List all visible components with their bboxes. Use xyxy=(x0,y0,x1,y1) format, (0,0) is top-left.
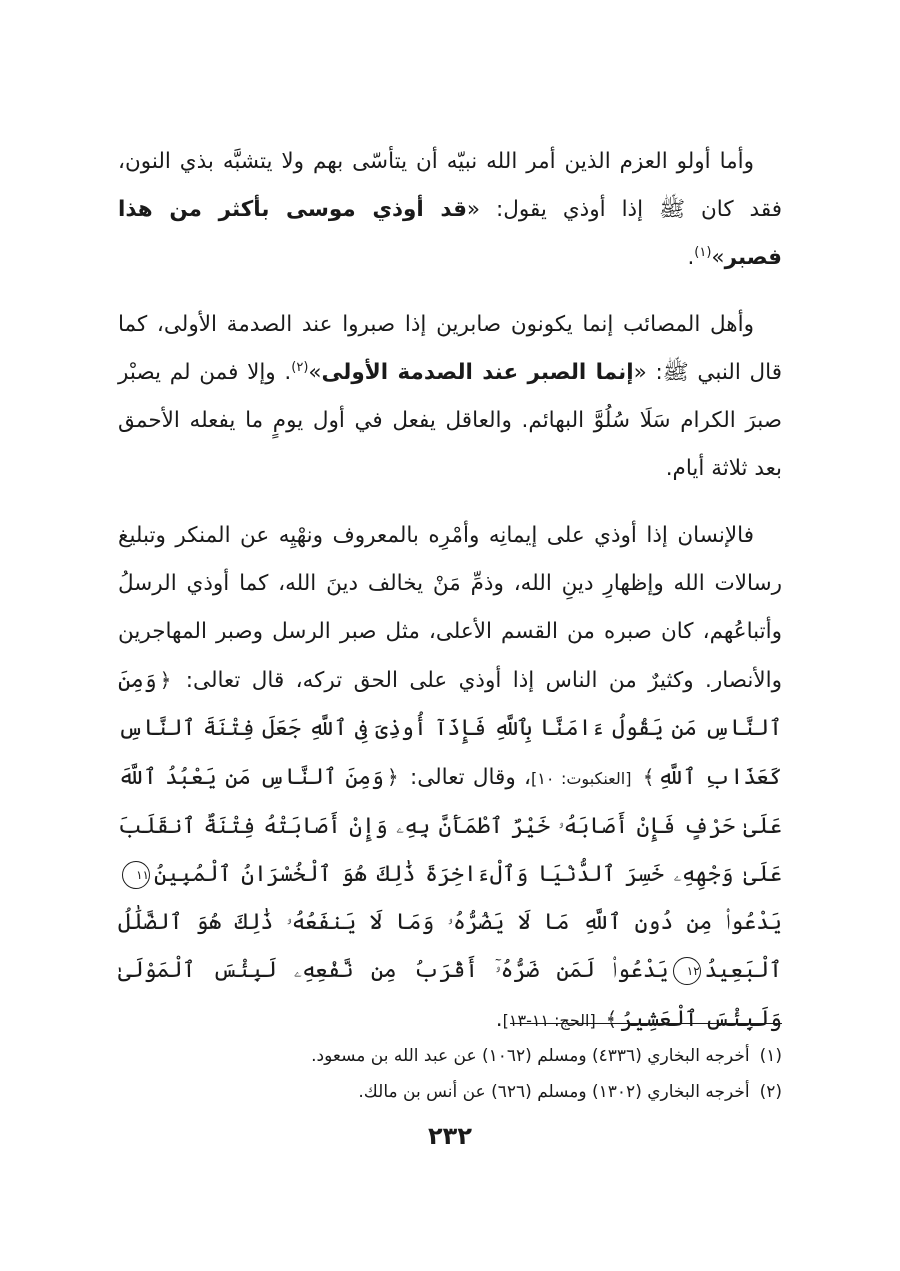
footnotes-section xyxy=(118,1038,782,1110)
footnote-number: (٢) xyxy=(759,1082,782,1102)
quote-close: » xyxy=(308,360,322,385)
paragraph-harm-on-faith xyxy=(118,512,782,1045)
verse-reference: [العنكبوت: ١٠] xyxy=(530,769,632,788)
footnote-item xyxy=(118,1074,782,1110)
quran-bracket-close: ﴾ xyxy=(605,1007,618,1031)
paragraph-text: وأهل المصائب إنما يكونون صابرين إذا صبروا عند الصدمة الأولى، كما قال النبي ﷺ: « xyxy=(118,312,782,385)
footnote-divider xyxy=(510,1023,782,1024)
page-body xyxy=(118,138,782,1064)
footnote-number: (١) xyxy=(759,1046,782,1066)
hadith-quote: إنما الصبر عند الصدمة الأولى xyxy=(321,360,634,385)
quran-verse-hajj-13: يَدْعُوا۟ لَمَن ضَرُّهُۥٓ أَقْرَبُ مِن نَّفْعِهِۦ لَبِئْسَ ٱلْمَوْلَىٰ وَلَبِئْسَ ٱلْعَشِيرُ xyxy=(118,958,782,1032)
paragraph-first-shock xyxy=(118,301,782,493)
footnote-ref-2[interactable]: (٢) xyxy=(291,359,309,375)
paragraph-end: . وإلا فمن لم يصبْر صبرَ الكرام سَلَا سُلُوَّ البهائم. والعاقل يفعل في أول يومٍ ما يفعله الأحمق بعد ثلاثة أيام. xyxy=(118,360,782,481)
page-number: ٢٣٢ xyxy=(428,1122,472,1150)
paragraph-end: . xyxy=(687,245,695,270)
ayah-number-marker: ١٢ xyxy=(673,957,701,985)
quran-bracket-open: ﴿ xyxy=(159,668,172,692)
paragraph-ulul-azm xyxy=(118,138,782,282)
quran-bracket-open: ﴿ xyxy=(386,765,399,789)
ayah-number-marker: ١١ xyxy=(122,861,150,889)
quran-verse-hajj-11: وَمِنَ ٱلنَّاسِ مَن يَعْبُدُ ٱللَّهَ عَلَىٰ حَرْفٍ فَإِنْ أَصَابَهُۥ خَيْرٌ ٱطْمَأَنَّ بِهِۦ وَإِنْ أَصَابَتْهُ فِتْنَةٌ ٱنقَلَبَ عَلَىٰ وَجْهِهِۦ خَسِرَ ٱلدُّنْيَا وَٱلْءَاخِرَةَ ذَٰلِكَ هُوَ ٱلْخُسْرَانُ ٱلْمُبِينُ xyxy=(118,765,782,887)
paragraph-text: فالإنسان إذا أوذي على إيمانِه وأمْرِه بالمعروف ونهْيِه عن المنكر وتبليغ رسالات الله وإظهارِ دينِ الله، وذمِّ مَنْ يخالف دينَ الله، كما أوذي الرسلُ وأتباعُهم، كان صبره من القسم الأعلى، مثل صبر الرسل وصبر المهاجرين والأنصار. وكثيرٌ من الناس إذا أوذي على الحق تركه، قال تعالى: xyxy=(118,523,782,693)
connector-text: ، وقال تعالى: xyxy=(409,765,531,790)
paragraph-text: وأما أولو العزم الذين أمر الله نبيّه أن يتأسّى بهم ولا يتشبَّه بذي النون، فقد كان ﷺ إذا أوذي يقول: « xyxy=(118,149,782,222)
footnote-ref-1[interactable]: (١) xyxy=(694,244,712,260)
quran-verse-ankabut: وَمِنَ ٱلنَّاسِ مَن يَقُولُ ءَامَنَّا بِٱللَّهِ فَإِذَآ أُوذِىَ فِى ٱللَّهِ جَعَلَ فِتْنَةَ ٱلنَّاسِ كَعَذَابِ ٱللَّهِ xyxy=(118,668,782,790)
footnote-text: أخرجه البخاري (٤٣٣٦) ومسلم (١٠٦٢) عن عبد الله بن مسعود. xyxy=(311,1046,750,1066)
hadith-quote: قد أوذي موسى بأكثر من هذا فصبر xyxy=(118,197,782,270)
footnote-item xyxy=(118,1038,782,1074)
footnote-text: أخرجه البخاري (١٣٠٢) ومسلم (٦٢٦) عن أنس بن مالك. xyxy=(358,1082,750,1102)
quote-close: » xyxy=(711,245,725,270)
quran-verse-hajj-12: يَدْعُوا۟ مِن دُونِ ٱللَّهِ مَا لَا يَضُرُّهُۥ وَمَا لَا يَنفَعُهُۥ ذَٰلِكَ هُوَ ٱلضَّلَٰلُ ٱلْبَعِيدُ xyxy=(118,910,782,983)
verse-reference: [الحج: ١١-١٣] xyxy=(502,1011,596,1030)
quran-bracket-close: ﴾ xyxy=(642,765,655,789)
paragraph-end: . xyxy=(495,1007,503,1032)
